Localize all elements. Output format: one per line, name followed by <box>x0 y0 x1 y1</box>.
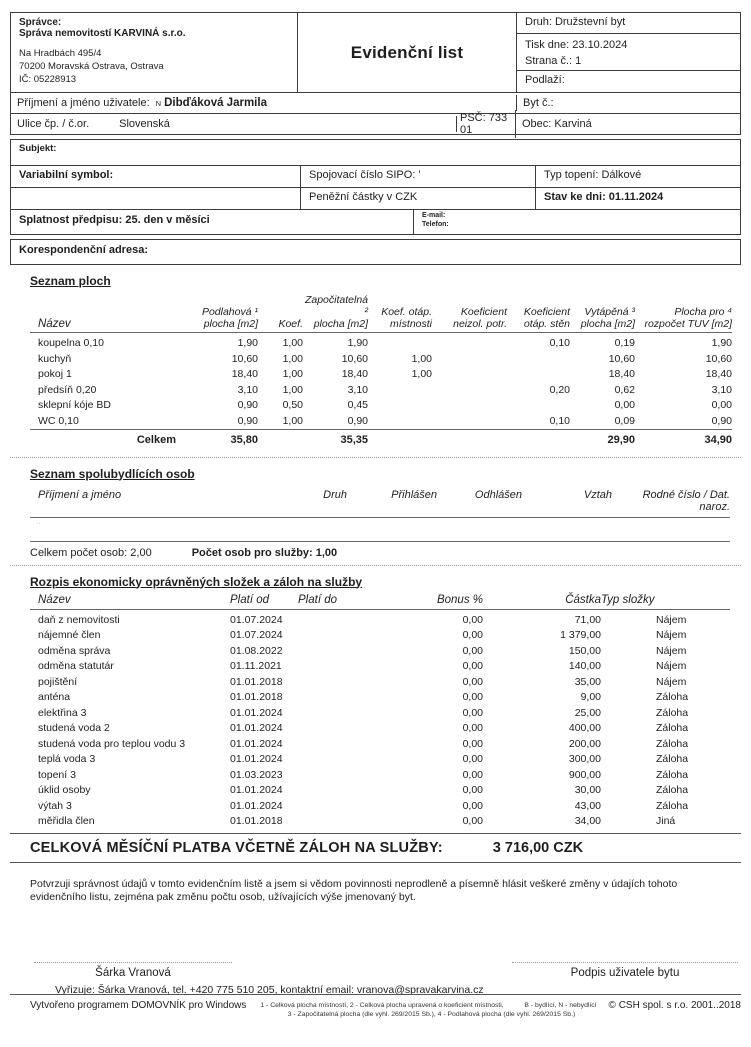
signature-line <box>512 962 738 963</box>
table-cell: 35,00 <box>574 675 601 688</box>
table-cell: 0,00 <box>462 660 483 672</box>
heating-type: Typ topení: Dálkové <box>544 169 642 181</box>
table-cell: 1,90 <box>711 337 732 349</box>
table-cell: Záloha <box>656 691 689 703</box>
table-cell: 150,00 <box>568 644 601 657</box>
table-cell <box>368 398 432 414</box>
handler-contact: Vyřizuje: Šárka Vranová, tel. +420 775 510 205, kontaktní email: vranova@spravakarvina.cz <box>55 983 484 996</box>
table-cell: 0,00 <box>711 399 732 411</box>
table-cell: 35,80 <box>190 430 258 451</box>
table-cell <box>432 414 507 430</box>
table-cell: 01.01.2024 <box>230 706 283 719</box>
table-cell: 18,40 <box>231 368 258 380</box>
currency-note: Peněžní částky v CZK <box>301 188 536 209</box>
col-header: Přihlášen <box>391 488 437 501</box>
table-cell <box>368 430 432 451</box>
col-header: Koef. <box>258 294 303 333</box>
table-row <box>30 768 730 784</box>
street-label: Ulice čp. / č.or. <box>17 118 90 130</box>
user-name-label: Příjmení a jméno uživatele: <box>17 97 150 109</box>
table-cell <box>432 333 507 352</box>
table-cell: 01.01.2018 <box>230 675 283 688</box>
table-cell <box>298 814 383 830</box>
table-cell: kuchyň <box>38 352 72 365</box>
table-cell: 1 379,00 <box>560 629 601 641</box>
areas-total-row <box>30 430 732 451</box>
table-cell: 1,00 <box>411 352 432 365</box>
table-cell <box>432 383 507 399</box>
table-cell: Záloha <box>656 799 689 812</box>
table-cell: Záloha <box>656 784 689 796</box>
manager-info <box>11 13 298 92</box>
footnote-bn: B - bydlící, N - nebydlící <box>524 1002 597 1009</box>
table-row <box>30 799 730 815</box>
table-row <box>30 814 730 830</box>
unit-type: Druh: Družstevní byt <box>517 13 740 34</box>
col-header: Vztah <box>583 488 612 501</box>
user-name-row <box>11 95 517 111</box>
empty-cell <box>11 188 301 209</box>
footer <box>10 994 741 1019</box>
divider <box>10 565 741 566</box>
table-cell: Celkem <box>30 430 190 451</box>
col-header: Název <box>30 294 190 333</box>
residents-for-services: Počet osob pro služby: 1,00 <box>191 546 338 559</box>
table-cell: 0,00 <box>462 691 483 703</box>
table-cell: Nájem <box>656 675 687 688</box>
table-cell: 01.01.2024 <box>230 753 283 765</box>
col-header: Platí do <box>298 594 383 610</box>
col-header: Druh <box>323 488 347 501</box>
table-cell: 18,40 <box>341 368 368 380</box>
table-cell: 01.07.2024 <box>230 613 283 626</box>
table-cell <box>258 430 303 451</box>
table-cell <box>368 333 432 352</box>
col-header: Koef. otáp. místnosti <box>368 294 432 333</box>
total-payment-label: CELKOVÁ MĚSÍČNÍ PLATBA VČETNĚ ZÁLOH NA SLUŽBY: <box>30 839 443 856</box>
table-cell: 0,00 <box>462 675 483 688</box>
handler-name: Šárka Vranová <box>95 966 171 979</box>
table-row <box>30 690 730 706</box>
table-cell: 0,00 <box>614 399 635 411</box>
table-cell <box>298 752 383 768</box>
table-cell: 1,00 <box>282 383 303 396</box>
divider <box>10 862 741 863</box>
table-cell: 1,90 <box>347 337 368 349</box>
table-cell: Záloha <box>656 753 689 765</box>
floor-label: Podlaží: <box>525 74 565 86</box>
table-row <box>30 367 732 383</box>
table-cell: 1,00 <box>282 414 303 427</box>
table-cell: měřidla člen <box>38 815 95 827</box>
table-cell: Nájem <box>656 613 687 626</box>
table-cell: 01.11.2021 <box>230 660 282 672</box>
table-cell: 30,00 <box>574 784 601 796</box>
table-cell: 0,00 <box>462 737 483 750</box>
table-cell: 3,10 <box>237 383 258 396</box>
areas-section-title: Seznam ploch <box>30 274 111 288</box>
table-cell <box>298 768 383 784</box>
table-cell: 1,00 <box>282 368 303 380</box>
table-cell: 0,00 <box>462 629 483 641</box>
charges-header-row <box>30 594 730 610</box>
table-cell <box>298 799 383 815</box>
residents-empty-row: ·· <box>30 518 730 542</box>
table-cell: 0,90 <box>237 399 258 411</box>
table-cell: nájemné člen <box>38 629 101 641</box>
footer-copyright: © CSH spol. s r.o. 2001..2018 <box>608 1000 741 1011</box>
table-cell: odměna statutár <box>38 660 114 672</box>
table-cell: 900,00 <box>568 768 601 781</box>
table-cell: 0,00 <box>462 613 483 626</box>
table-cell <box>432 352 507 368</box>
table-row <box>30 383 732 399</box>
table-cell: 200,00 <box>568 737 601 750</box>
table-cell: 10,60 <box>608 352 635 365</box>
manager-label: Správce: <box>19 17 62 28</box>
table-cell <box>298 737 383 753</box>
billing-box <box>10 139 741 235</box>
table-cell: studená voda 2 <box>38 722 110 734</box>
table-cell: 35,35 <box>303 430 368 451</box>
table-cell: 0,10 <box>549 414 570 427</box>
table-cell: sklepní kóje BD <box>38 399 111 411</box>
table-cell: 0,00 <box>462 799 483 812</box>
subject-label: Subjekt: <box>11 140 740 166</box>
variable-symbol-label: Variabilní symbol: <box>11 166 301 187</box>
col-header: Bonus % <box>383 594 483 610</box>
print-date: Tisk dne: 23.10.2024 <box>525 39 628 51</box>
street-value: Slovenská <box>119 118 170 130</box>
table-cell: Záloha <box>656 737 689 750</box>
table-cell <box>298 659 383 675</box>
signature-area <box>10 962 741 979</box>
table-cell: 0,45 <box>347 399 368 411</box>
col-header: Rodné číslo / Dat. naroz. <box>642 488 730 513</box>
table-cell: Záloha <box>656 768 689 781</box>
status-date: Stav ke dni: 01.11.2024 <box>544 191 664 203</box>
table-cell: 0,00 <box>462 768 483 781</box>
table-row <box>30 352 732 368</box>
table-cell: Záloha <box>656 706 689 719</box>
table-cell <box>507 398 570 414</box>
table-cell: 300,00 <box>568 753 601 765</box>
table-row <box>30 706 730 722</box>
due-date-note: Splatnost předpisu: 25. den v měsíci <box>11 210 414 234</box>
table-cell: 34,00 <box>574 815 601 827</box>
table-cell: 9,00 <box>580 691 601 703</box>
table-cell <box>432 367 507 383</box>
areas-header-row <box>30 294 732 333</box>
table-cell <box>298 706 383 722</box>
table-cell: 18,40 <box>705 368 732 380</box>
table-cell: anténa <box>38 691 71 703</box>
table-row <box>30 609 730 628</box>
table-cell: koupelna 0,10 <box>38 337 104 349</box>
table-row <box>30 783 730 799</box>
signature-left <box>34 962 232 979</box>
user-flag: N <box>155 99 162 108</box>
table-cell: 0,00 <box>462 722 483 734</box>
table-cell: 10,60 <box>705 352 732 365</box>
table-cell: Nájem <box>656 629 687 641</box>
residents-summary <box>30 547 741 559</box>
correspondence-box: Korespondenční adresa: <box>10 239 741 265</box>
table-cell: 01.01.2024 <box>230 784 283 796</box>
footer-program: Vytvořeno programem DOMOVNÍK pro Windows <box>30 1000 247 1011</box>
table-cell: 1,00 <box>411 368 432 380</box>
contact-labels <box>414 210 740 234</box>
table-cell: Nájem <box>656 644 687 657</box>
total-payment-row <box>10 834 741 862</box>
col-header: Plocha pro ⁴ rozpočet TUV [m2] <box>635 294 732 333</box>
table-cell <box>298 675 383 691</box>
signature-right <box>512 962 738 979</box>
residents-table-header <box>30 489 730 518</box>
table-cell <box>298 644 383 660</box>
table-cell <box>368 383 432 399</box>
table-cell <box>368 414 432 430</box>
col-header: Platí od <box>230 594 298 610</box>
table-cell: 0,90 <box>237 414 258 427</box>
charges-table <box>30 594 730 830</box>
declaration-text: Potvrzuji správnost údajů v tomto evidenčním listě a jsem si vědom povinnosti neprodleně a písemně hlásit veškeré změny v údajích tohoto evidenčního listu, zejména pak změnu počtu osob, užívajících výše jmenovaný byt. <box>30 877 678 903</box>
col-header: Podlahová ¹ plocha [m2] <box>190 294 258 333</box>
table-row <box>30 414 732 430</box>
table-cell: 0,00 <box>462 706 483 719</box>
table-cell: 1,00 <box>282 352 303 365</box>
table-cell: elektřina 3 <box>38 706 87 719</box>
table-row <box>30 752 730 768</box>
table-cell: 10,60 <box>231 352 258 365</box>
table-cell: 29,90 <box>570 430 635 451</box>
table-cell: teplá voda 3 <box>38 753 96 765</box>
signature-line <box>34 962 232 963</box>
table-row <box>30 644 730 660</box>
municipality: Obec: Karviná <box>522 118 592 130</box>
table-cell: 3,10 <box>347 383 368 396</box>
manager-ic: IČ: 05228913 <box>19 74 77 85</box>
table-row <box>30 737 730 753</box>
table-cell: Jiná <box>656 815 676 827</box>
table-cell: 0,09 <box>614 414 635 427</box>
charges-section-title: Rozpis ekonomicky oprávněných složek a záloh na služby <box>30 574 363 589</box>
table-cell: daň z nemovitosti <box>38 613 120 626</box>
table-cell: WC 0,10 <box>38 414 79 427</box>
page-number: Strana č.: 1 <box>525 55 582 67</box>
table-cell: výtah 3 <box>38 799 72 812</box>
table-cell: 140,00 <box>568 660 601 672</box>
footnote-1: 1 - Celková plocha místností, 2 - Celková plocha upravená o koeficient místnosti, <box>260 1002 504 1009</box>
col-header: Částka <box>483 594 601 610</box>
table-cell: pokoj 1 <box>38 368 72 380</box>
print-meta <box>517 13 740 92</box>
street-row <box>11 116 457 132</box>
table-row <box>30 398 732 414</box>
residents-section-title: Seznam spolubydlících osob <box>30 466 195 481</box>
residents-total: Celkem počet osob: 2,00 <box>30 546 152 559</box>
email-label: E-mail: <box>422 212 446 219</box>
table-row <box>30 675 730 691</box>
table-cell: 01.07.2024 <box>230 629 283 641</box>
table-cell: 0,90 <box>347 414 368 427</box>
table-cell: 0,19 <box>614 337 635 349</box>
manager-city: 70200 Moravská Ostrava, Ostrava <box>19 61 164 72</box>
table-cell: 0,00 <box>462 644 483 657</box>
table-cell <box>298 690 383 706</box>
table-cell <box>298 721 383 737</box>
table-cell <box>432 398 507 414</box>
table-cell <box>507 430 570 451</box>
table-cell: 0,10 <box>549 337 570 349</box>
table-cell <box>298 609 383 628</box>
table-cell: 01.03.2023 <box>230 768 283 781</box>
table-cell <box>507 367 570 383</box>
col-header: Vytápěná ³ plocha [m2] <box>570 294 635 333</box>
table-cell: odměna správa <box>38 644 111 657</box>
sipo-number: Spojovací číslo SIPO: ' <box>301 166 536 187</box>
document-title: Evidenční list <box>350 42 464 62</box>
table-cell: 34,90 <box>635 430 732 451</box>
col-header: Koeficient neizol. potr. <box>432 294 507 333</box>
table-row <box>30 333 732 352</box>
areas-table <box>30 294 732 451</box>
phone-label: Telefon: <box>422 221 449 228</box>
table-cell: 01.01.2018 <box>230 815 283 827</box>
table-cell: 0,00 <box>462 753 483 765</box>
table-row <box>30 659 730 675</box>
zip-code: PSČ: 733 01 <box>457 110 516 138</box>
table-cell: 0,50 <box>282 399 303 411</box>
table-cell: 0,00 <box>462 784 483 796</box>
table-cell: 0,20 <box>549 383 570 396</box>
col-header: Započitatelná ² plocha [m2] <box>303 294 368 333</box>
table-cell: 10,60 <box>341 352 368 365</box>
table-row <box>30 628 730 644</box>
user-name: Dibďáková Jarmila <box>164 97 267 109</box>
table-cell: předsíň 0,20 <box>38 383 97 396</box>
table-cell: pojištění <box>38 675 78 688</box>
footnote-2: 3 - Započitatelná plocha (dle vyhl. 269/2015 Sb.), 4 - Podlahová plocha (dle vyhl. 269/2015 Sb.) <box>287 1011 576 1018</box>
table-cell: 18,40 <box>608 368 635 380</box>
table-cell <box>298 628 383 644</box>
col-header: Příjmení a jméno <box>38 488 122 501</box>
table-cell: 0,90 <box>711 414 732 427</box>
table-cell: 01.08.2022 <box>230 644 283 657</box>
table-cell: Záloha <box>656 722 689 734</box>
table-cell: 01.01.2024 <box>230 737 283 750</box>
table-cell: 0,62 <box>614 383 635 396</box>
table-cell: 1,00 <box>282 337 303 349</box>
table-cell: 43,00 <box>574 799 601 812</box>
col-header: Koeficient otáp. stěn <box>507 294 570 333</box>
total-payment-amount: 3 716,00 CZK <box>492 839 584 856</box>
table-cell: 1,90 <box>237 337 258 349</box>
table-cell: 71,00 <box>574 613 601 626</box>
col-header: Odhlášen <box>474 488 522 501</box>
manager-name: Správa nemovitostí KARVINÁ s.r.o. <box>19 28 186 39</box>
table-cell: studená voda pro teplou vodu 3 <box>38 737 186 750</box>
col-header: Název <box>30 594 230 610</box>
table-cell: topení 3 <box>38 768 76 781</box>
table-cell: 400,00 <box>568 722 601 734</box>
table-cell <box>507 352 570 368</box>
table-cell: úklid osoby <box>38 784 91 796</box>
tenant-signature-label: Podpis uživatele bytu <box>570 966 680 979</box>
table-cell: 25,00 <box>574 706 601 719</box>
table-cell: 01.01.2024 <box>230 799 283 812</box>
table-cell: 01.01.2018 <box>230 691 283 703</box>
document-title-cell <box>298 13 517 92</box>
table-cell: 01.01.2024 <box>230 722 283 734</box>
manager-street: Na Hradbách 495/4 <box>19 48 102 59</box>
table-cell: 0,00 <box>462 815 483 827</box>
print-date-page <box>517 34 740 71</box>
table-row <box>30 721 730 737</box>
header-box <box>10 12 741 135</box>
table-cell <box>432 430 507 451</box>
apartment-number-label: Byt č.: <box>523 97 554 109</box>
table-cell: 3,10 <box>711 383 732 396</box>
footer-notes <box>246 1000 608 1019</box>
col-header: Typ složky <box>601 594 730 610</box>
divider <box>10 457 741 458</box>
table-cell <box>298 783 383 799</box>
table-cell: Nájem <box>656 660 687 672</box>
